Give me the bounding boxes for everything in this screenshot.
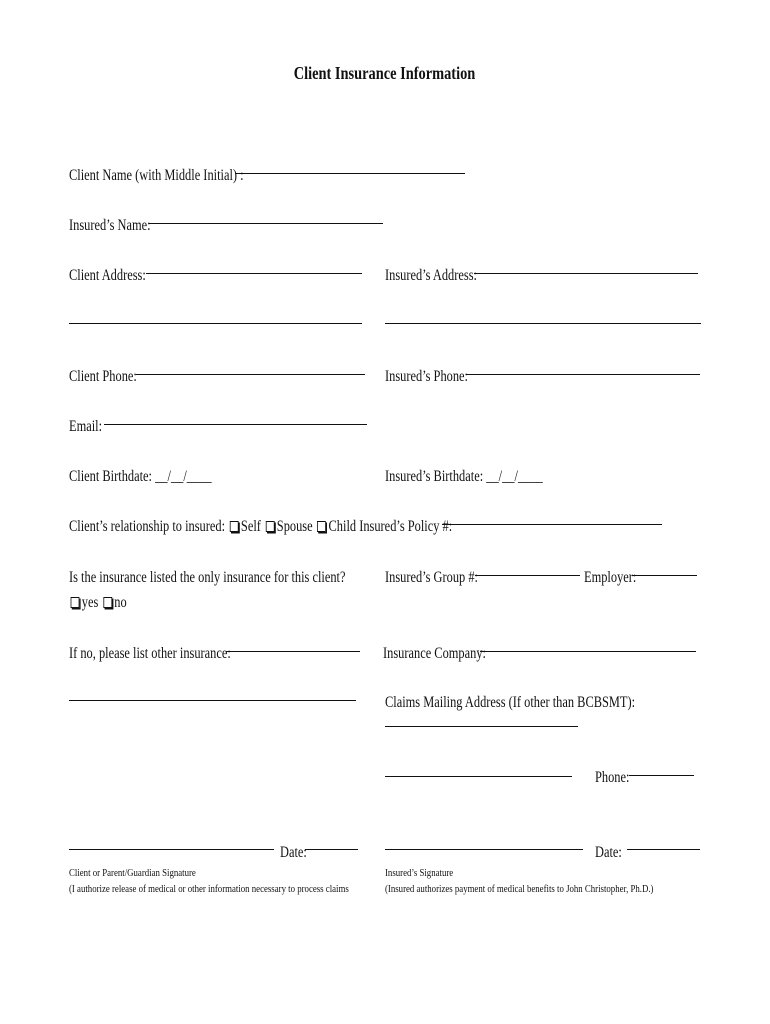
client-signature-note: (I authorize release of medical or other information necessary to process claims <box>69 882 349 895</box>
page-title-text: Client Insurance Information <box>294 63 476 83</box>
insured-signature-note: (Insured authorizes payment of medical benefits to John Christopher, Ph.D.) <box>385 882 654 895</box>
client-birthdate-field[interactable]: __/__/____ <box>155 468 212 485</box>
other-insurance-label: If no, please list other insurance: <box>69 645 231 662</box>
relationship-row <box>69 519 452 535</box>
insured-signature-label: Insured’s Signature <box>385 867 454 879</box>
insurance-company-field[interactable] <box>480 650 696 652</box>
policy-label: Insured’s Policy #: <box>359 518 453 535</box>
date-left-label: Date: <box>280 844 307 861</box>
client-signature-label: Client or Parent/Guardian Signature <box>69 867 196 879</box>
employer-label: Employer: <box>584 569 637 586</box>
email-label: Email: <box>69 418 103 435</box>
group-field[interactable] <box>475 574 580 576</box>
option-self: Self <box>240 518 261 535</box>
email-field[interactable] <box>104 423 367 425</box>
insured-name-label: Insured’s Name: <box>69 217 151 234</box>
phone-label: Phone: <box>595 769 630 786</box>
claims-phone-field[interactable] <box>629 774 694 776</box>
checkbox-icon[interactable] <box>71 597 80 608</box>
other-insurance-field[interactable] <box>226 650 360 652</box>
other-insurance-line-2[interactable] <box>69 699 356 701</box>
insured-address-label: Insured’s Address: <box>385 267 477 284</box>
date-right-label: Date: <box>595 844 622 861</box>
claims-address-label: Claims Mailing Address (If other than BCBSMT): <box>385 694 636 711</box>
option-yes: yes <box>81 594 99 611</box>
insured-address-line-2[interactable] <box>385 322 701 324</box>
insured-phone-field[interactable] <box>466 373 700 375</box>
date-left-field[interactable] <box>305 848 358 850</box>
policy-field[interactable] <box>442 523 662 525</box>
group-label: Insured’s Group #: <box>385 569 478 586</box>
date-right-field[interactable] <box>627 848 700 850</box>
checkbox-icon[interactable] <box>103 597 112 608</box>
checkbox-icon[interactable] <box>230 521 239 532</box>
claims-address-field[interactable] <box>385 725 578 727</box>
option-spouse: Spouse <box>276 518 313 535</box>
client-address-label: Client Address: <box>69 267 146 284</box>
page-title <box>0 64 770 82</box>
option-no: no <box>114 594 127 611</box>
insured-signature-field[interactable] <box>385 848 583 850</box>
client-name-label: Client Name (with Middle Initial) : <box>69 167 244 184</box>
client-address-line-2[interactable] <box>69 322 362 324</box>
checkbox-icon[interactable] <box>317 521 326 532</box>
claims-address-line-2[interactable] <box>385 775 572 777</box>
checkbox-icon[interactable] <box>266 521 275 532</box>
yes-no-row <box>69 595 127 611</box>
insured-birthdate-row <box>385 469 543 485</box>
insured-birthdate-field[interactable]: __/__/____ <box>486 468 543 485</box>
client-signature-field[interactable] <box>69 848 274 850</box>
only-insurance-label: Is the insurance listed the only insurance for this client? <box>69 569 346 586</box>
insured-address-field[interactable] <box>474 272 698 274</box>
client-phone-label: Client Phone: <box>69 368 137 385</box>
client-birthdate-row <box>69 469 212 485</box>
insured-phone-label: Insured’s Phone: <box>385 368 469 385</box>
insured-signature-caption <box>385 866 653 898</box>
insurance-company-label: Insurance Company: <box>383 645 486 662</box>
client-birthdate-label: Client Birthdate: <box>69 468 152 485</box>
client-address-field[interactable] <box>146 272 362 274</box>
client-name-field[interactable] <box>235 172 465 174</box>
relationship-label: Client’s relationship to insured: <box>69 518 226 535</box>
employer-field[interactable] <box>632 574 697 576</box>
insured-birthdate-label: Insured’s Birthdate: <box>385 468 484 485</box>
option-child: Child <box>328 518 357 535</box>
insured-name-field[interactable] <box>149 222 383 224</box>
client-phone-field[interactable] <box>136 373 365 375</box>
client-signature-caption <box>69 866 349 898</box>
